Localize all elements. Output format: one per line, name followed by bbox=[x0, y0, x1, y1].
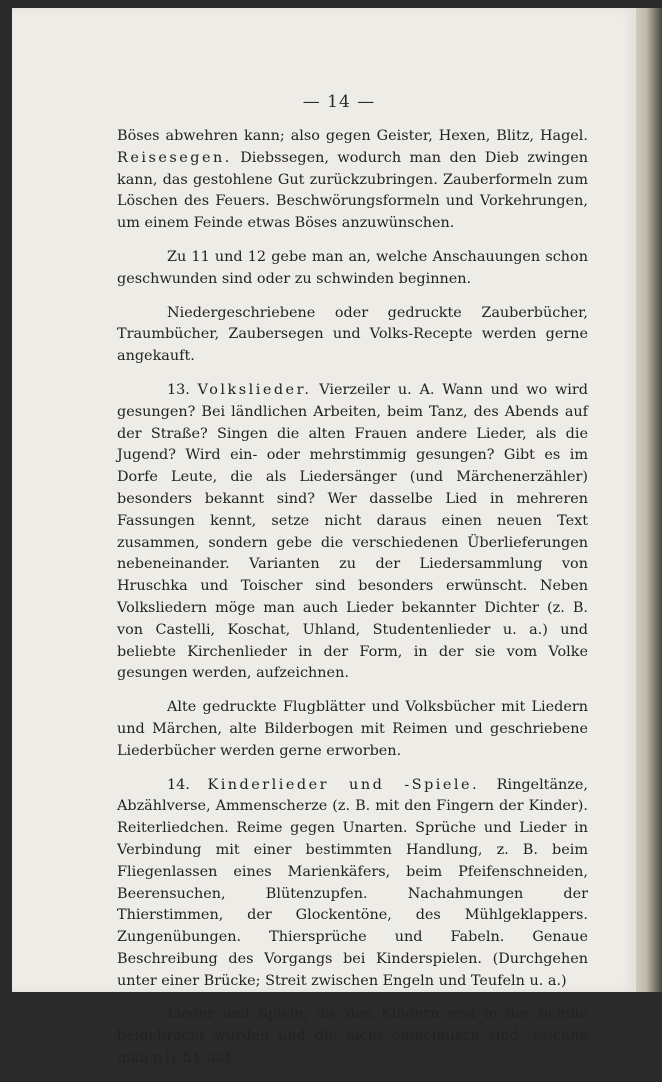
text-run: 13. bbox=[167, 381, 198, 398]
text-run: Ringeltänze, Abzählverse, Ammenscherze (z. B. mit den Fingern der Kinder). Reiterliedchen. Reime gegen Unarten. Sprüche und Lieder in Verbindung mit einer bestimmten Handlung, z. B. beim Fliegenlassen eines Marienkäfers, beim Pfeifenschneiden, Beerensuchen, Blütenzupfen. Nachahmungen der Thierstimmen, der Glockentöne, des Mühlgeklappers. Zungenübungen. Thiersprüche und Fabeln. Genaue Beschreibung des Vorgangs bei Kinderspielen. (Durchgehen unter einer Brücke; Streit zwischen Engeln und Teufeln u. a.) bbox=[117, 776, 588, 989]
book-gutter bbox=[636, 8, 662, 992]
text-run: auf. bbox=[202, 1050, 235, 1067]
text-run: Alte gedruckte Flugblätter und Volksbücher mit Liedern und Märchen, alte Bilderbogen mit Reimen und geschriebene Liederbücher werden gerne erworben. bbox=[117, 699, 588, 759]
text-run: Diebssegen, wodurch man den Dieb zwingen kann, das gestohlene Gut zurückzubringen. Zauberformeln zum Löschen des Feuers. Beschwörungsformeln und Vorkehrungen, um einem Feinde etwas Böses anzuwünschen. bbox=[117, 149, 588, 232]
text-run: Böses abwehren kann; also gegen Geister, Hexen, Blitz, Hagel. bbox=[117, 128, 588, 144]
book-page bbox=[12, 8, 636, 1067]
paragraph-childrens-songs bbox=[117, 775, 588, 993]
paragraph-school-songs bbox=[117, 1004, 588, 1069]
text-run: Zu 11 und 12 gebe man an, welche Anschauungen schon geschwunden sind oder zu schwinden beginnen. bbox=[117, 248, 588, 287]
text-run: Niedergeschriebene oder gedruckte Zauberbücher, Traumbücher, Zaubersegen und Volks-Recepte werden gerne angekauft. bbox=[117, 304, 588, 365]
paragraph-broadsheets bbox=[117, 697, 588, 762]
text-run: 14. bbox=[167, 776, 208, 793]
section-heading: Volkslieder. bbox=[197, 381, 312, 398]
section-heading: Kinderlieder und -Spiele. bbox=[207, 776, 480, 793]
paragraph-vanishing-beliefs bbox=[117, 247, 588, 291]
page-number: — 14 — bbox=[302, 92, 376, 112]
page-text bbox=[117, 126, 588, 1082]
paragraph-magic-books bbox=[117, 303, 588, 368]
text-run: Vierzeiler u. A. Wann und wo wird gesungen? Bei ländlichen Arbeiten, beim Tanz, des Abends auf der Straße? Singen die alten Frauen andere Lieder, als die Jugend? Wird ein- oder mehrstimmig gesungen? Gibt es im Dorfe Leute, die als Liedersänger (und Märchenerzähler) besonders bekannt sind? Wer dasselbe Lied in mehreren Fassungen kennt, setze nicht daraus einen neuen Text zusammen, sondern gebe die verschiedenen Überlieferungen nebeneinander. Varianten zu der Liedersammlung von Hruschka und Toischer sind besonders erwünscht. Neben Volksliedern möge man auch Lieder bekannter Dichter (z. B. von Castelli, Koschat, Uhland, Studentenlieder u. a.) und beliebte Kirchenlieder in der Form, in der sie vom Volke gesungen werden, aufzeichnen. bbox=[117, 381, 588, 682]
text-run: Lieder und Spiele, die den Kindern erst in der Schule beigebracht wurden und die nicht einheimisch sind, zeichne man bbox=[117, 1006, 588, 1067]
spaced-term: Reisesegen. bbox=[117, 149, 232, 166]
spaced-term: nicht bbox=[153, 1050, 203, 1067]
paragraph-folk-songs bbox=[117, 380, 588, 685]
paragraph-protective-blessings bbox=[117, 126, 588, 235]
